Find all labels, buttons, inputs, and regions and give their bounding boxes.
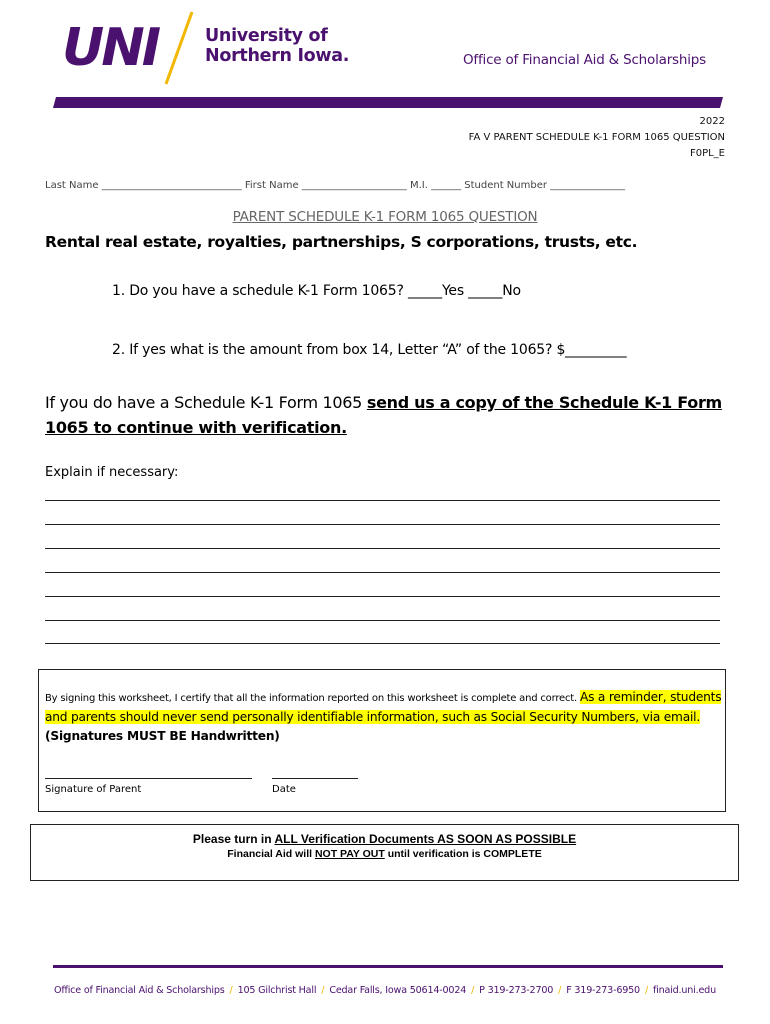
notice-line-1	[31, 832, 738, 846]
university-name-line1: University of	[205, 26, 328, 46]
signature-label: Signature of Parent	[45, 784, 142, 795]
form-year: 2022	[699, 116, 725, 127]
explain-line[interactable]	[45, 524, 720, 525]
footer-separator: /	[321, 985, 325, 996]
explain-line[interactable]	[45, 620, 720, 621]
instruction-text	[45, 390, 735, 440]
footer-phone: P 319-273-2700	[479, 985, 554, 996]
footer-website-link[interactable]: finaid.uni.edu	[653, 985, 716, 996]
notice-line-1-prefix: Please turn in	[192, 832, 275, 846]
privacy-reminder: As a reminder, students and parents should never send personally identifiable information, such as Social Security Numbers, via email.	[45, 690, 722, 724]
question-1[interactable]: 1. Do you have a schedule K-1 Form 1065? _____Yes _____No	[112, 283, 521, 299]
instruction-emphasis: send us a copy of the Schedule K-1 Form 1065 to continue with verification.	[45, 393, 722, 437]
date-line[interactable]	[272, 778, 358, 779]
notice-line-2-suffix: until verification is COMPLETE	[384, 848, 542, 860]
footer-contact	[0, 985, 770, 996]
explain-line[interactable]	[45, 500, 720, 501]
footer-address: 105 Gilchrist Hall	[237, 985, 317, 996]
explain-line[interactable]	[45, 548, 720, 549]
parent-signature-line[interactable]	[45, 778, 252, 779]
explain-line[interactable]	[45, 596, 720, 597]
footer-fax: F 319-273-6950	[566, 985, 640, 996]
footer-city: Cedar Falls, Iowa 50614-0024	[329, 985, 467, 996]
notice-line-1-emphasis: ALL Verification Documents AS SOON AS POSSIBLE	[274, 832, 577, 846]
form-heading: PARENT SCHEDULE K-1 FORM 1065 QUESTION	[232, 209, 538, 225]
instruction-prefix: If you do have a Schedule K-1 Form 1065	[45, 393, 367, 412]
header-purple-band	[53, 97, 723, 108]
signature-note: (Signatures MUST BE Handwritten)	[45, 729, 280, 743]
explain-label: Explain if necessary:	[45, 465, 179, 480]
footer-separator: /	[229, 985, 233, 996]
date-label: Date	[272, 784, 296, 795]
form-title: FA V PARENT SCHEDULE K-1 FORM 1065 QUESTION	[468, 132, 725, 143]
footer-separator: /	[558, 985, 562, 996]
notice-box	[30, 824, 739, 881]
student-name-fields[interactable]: Last Name ____________________________ First Name _____________________ M.I. ______ Student Number _______________	[45, 180, 626, 191]
notice-line-2-emphasis: NOT PAY OUT	[314, 848, 385, 860]
notice-line-2-prefix: Financial Aid will	[227, 848, 315, 860]
footer-office: Office of Financial Aid & Scholarships	[54, 985, 225, 996]
office-title: Office of Financial Aid & Scholarships	[463, 52, 707, 68]
certification-statement: By signing this worksheet, I certify that all the information reported on this worksheet is complete and correct.	[45, 693, 580, 704]
footer-separator: /	[471, 985, 475, 996]
uni-logo-text: UNI	[62, 18, 159, 72]
footer-purple-line	[53, 965, 723, 968]
question-2[interactable]: 2. If yes what is the amount from box 14, Letter “A” of the 1065? $_________	[112, 342, 627, 358]
section-title: Rental real estate, royalties, partnerships, S corporations, trusts, etc.	[45, 233, 638, 251]
form-code: F0PL_E	[689, 148, 725, 159]
certification-text	[45, 688, 725, 746]
explain-line[interactable]	[45, 643, 720, 644]
footer-separator: /	[644, 985, 648, 996]
uni-logo	[62, 18, 174, 72]
university-name	[205, 26, 349, 66]
logo-gold-slash	[162, 10, 196, 86]
notice-line-2	[31, 848, 738, 860]
explain-line[interactable]	[45, 572, 720, 573]
university-name-line2: Northern Iowa.	[205, 46, 350, 66]
